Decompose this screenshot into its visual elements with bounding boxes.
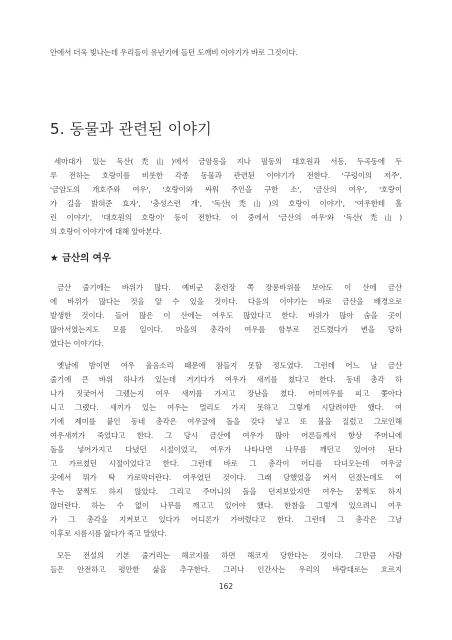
page-number: 162 [218, 582, 234, 591]
body-line: 가 그 총각을 지켜보고 있다가 어디론가 가버렸다고 한다. 그런데 그 총각은 그날 [50, 515, 402, 524]
section-title: 5. 동물과 관련된 이야기 [50, 120, 212, 138]
body-line: 옛날에 밤이면 여우 울음소리 때문에 잠들지 못할 정도였다. 그런데 어느 날 금산 [57, 361, 402, 370]
body-line: 발생한 것이다. 들어 많은 이 산에는 여우도 많았다고 한다. 바위가 많아 숨을 곳이 [50, 311, 402, 320]
body-line: 안에서 더욱 빛나는데 우리들이 유년기에 들던 도깨비 이야기가 바로 그것이다. [50, 48, 298, 57]
subsection-title: ★ 금산의 여우 [50, 253, 112, 264]
body-line: 기에 제미를 붙인 동네 총각은 여우굴에 돌을 갖다 넣고 또 불을 질렀고 그로인해 [50, 417, 402, 426]
body-line: 루 전하는 호랑이를 비롯한 각종 동물과 관련된 이야기가 전한다. '구렁이의 저주', [50, 171, 402, 180]
body-line: 였다는 이야기다. [50, 339, 104, 348]
body-line: 우는 꿈쩍도 하지 않았다. 그리고 주머니의 돌을 던져보았지만 여우는 꿈쩍도 하지 [50, 487, 402, 496]
body-line: 여우새끼가 죽었다고 한다. 그 당시 금산에 여우가 많아 어른들께서 항상 주머니에 [50, 431, 402, 440]
body-line: 모든 전설의 기본 줄거리는 해코지를 하면 해코지 당한다는 것이다. 그만큼 사람 [57, 551, 402, 560]
body-line: 줄기에 큰 바위 하나가 있는데 거기다가 여우가 새끼를 쳤다고 한다. 동네 총각 하 [50, 375, 402, 384]
body-line: 의 호랑이 이야기'에 대해 알아본다. [50, 227, 162, 236]
body-line: 가 길을 밝혀준 효자', '충성스런 개', '독산(禿山)의 호랑이 이야기', '여우한테 홀 [50, 199, 402, 208]
body-line: 에 바위가 많다는 것을 알 수 있을 것이다. 다음의 이야기는 바로 금산을 배경으로 [50, 297, 402, 306]
body-line: 들은 안전하고 평안한 삶을 추구한다. 그러나 인간사는 우리의 바람대로는 흐르지 [50, 565, 402, 574]
body-line: 많아서였는지도 모를 일이다. 마을의 총각이 여우를 함부로 건드렸다가 변을 당하 [50, 325, 402, 334]
body-line: 않더란다. 하는 수 없이 나무를 깨고고 있어야 했다. 한참을 그렇게 있으려니 여우 [50, 501, 402, 510]
body-line: '금암도의 개호주와 여우', '호랑이와 싸워 주인을 구한 소', '금산의 여우', '호랑이 [50, 185, 402, 194]
body-line: 돌을 넣어가지고 다녔던 시절이었고, 여우가 나타나면 나무를 깨던고 있어야 된다 [50, 445, 402, 454]
body-line: 곳에서 뭐가 탁 가로막더란다. 여우였던 것이다. 그래 당했었을 켜서 던졌는데도 여 [50, 473, 402, 482]
body-line: 니고 그랬다. 새끼가 있는 여우는 멀리도 가지 못하고 그렇게 시달려야만 했다. 여 [50, 403, 402, 412]
body-line: 린 이야기', '대호원의 호랑이' 등이 전한다. 이 중에서 '금산의 여우'와 '독산(禿山) [50, 213, 402, 222]
body-line: 고 가르쳤던 시절이었다고 한다. 그런데 바로 그 총각이 어디를 다녀오는데 여우굴 [50, 459, 402, 468]
body-line: 금산 줄기에는 바위가 많다. 예비군 훈련장 쪽 장롱바위를 보아도 이 산에 금산 [57, 283, 402, 292]
body-line: 세마대가 있는 독산(禿山)에서 금암동을 지나 필동의 대호원과 서동, 두곡동에 두 [54, 157, 402, 166]
body-line: 나가 짓궂어서 그랬는지 여우 새끼를 가지고 장난을 쳤다. 어미여우를 피고 쫓아다 [50, 389, 402, 398]
body-line: 이후로 시름시름 앓다가 죽고 말았다. [50, 529, 167, 538]
